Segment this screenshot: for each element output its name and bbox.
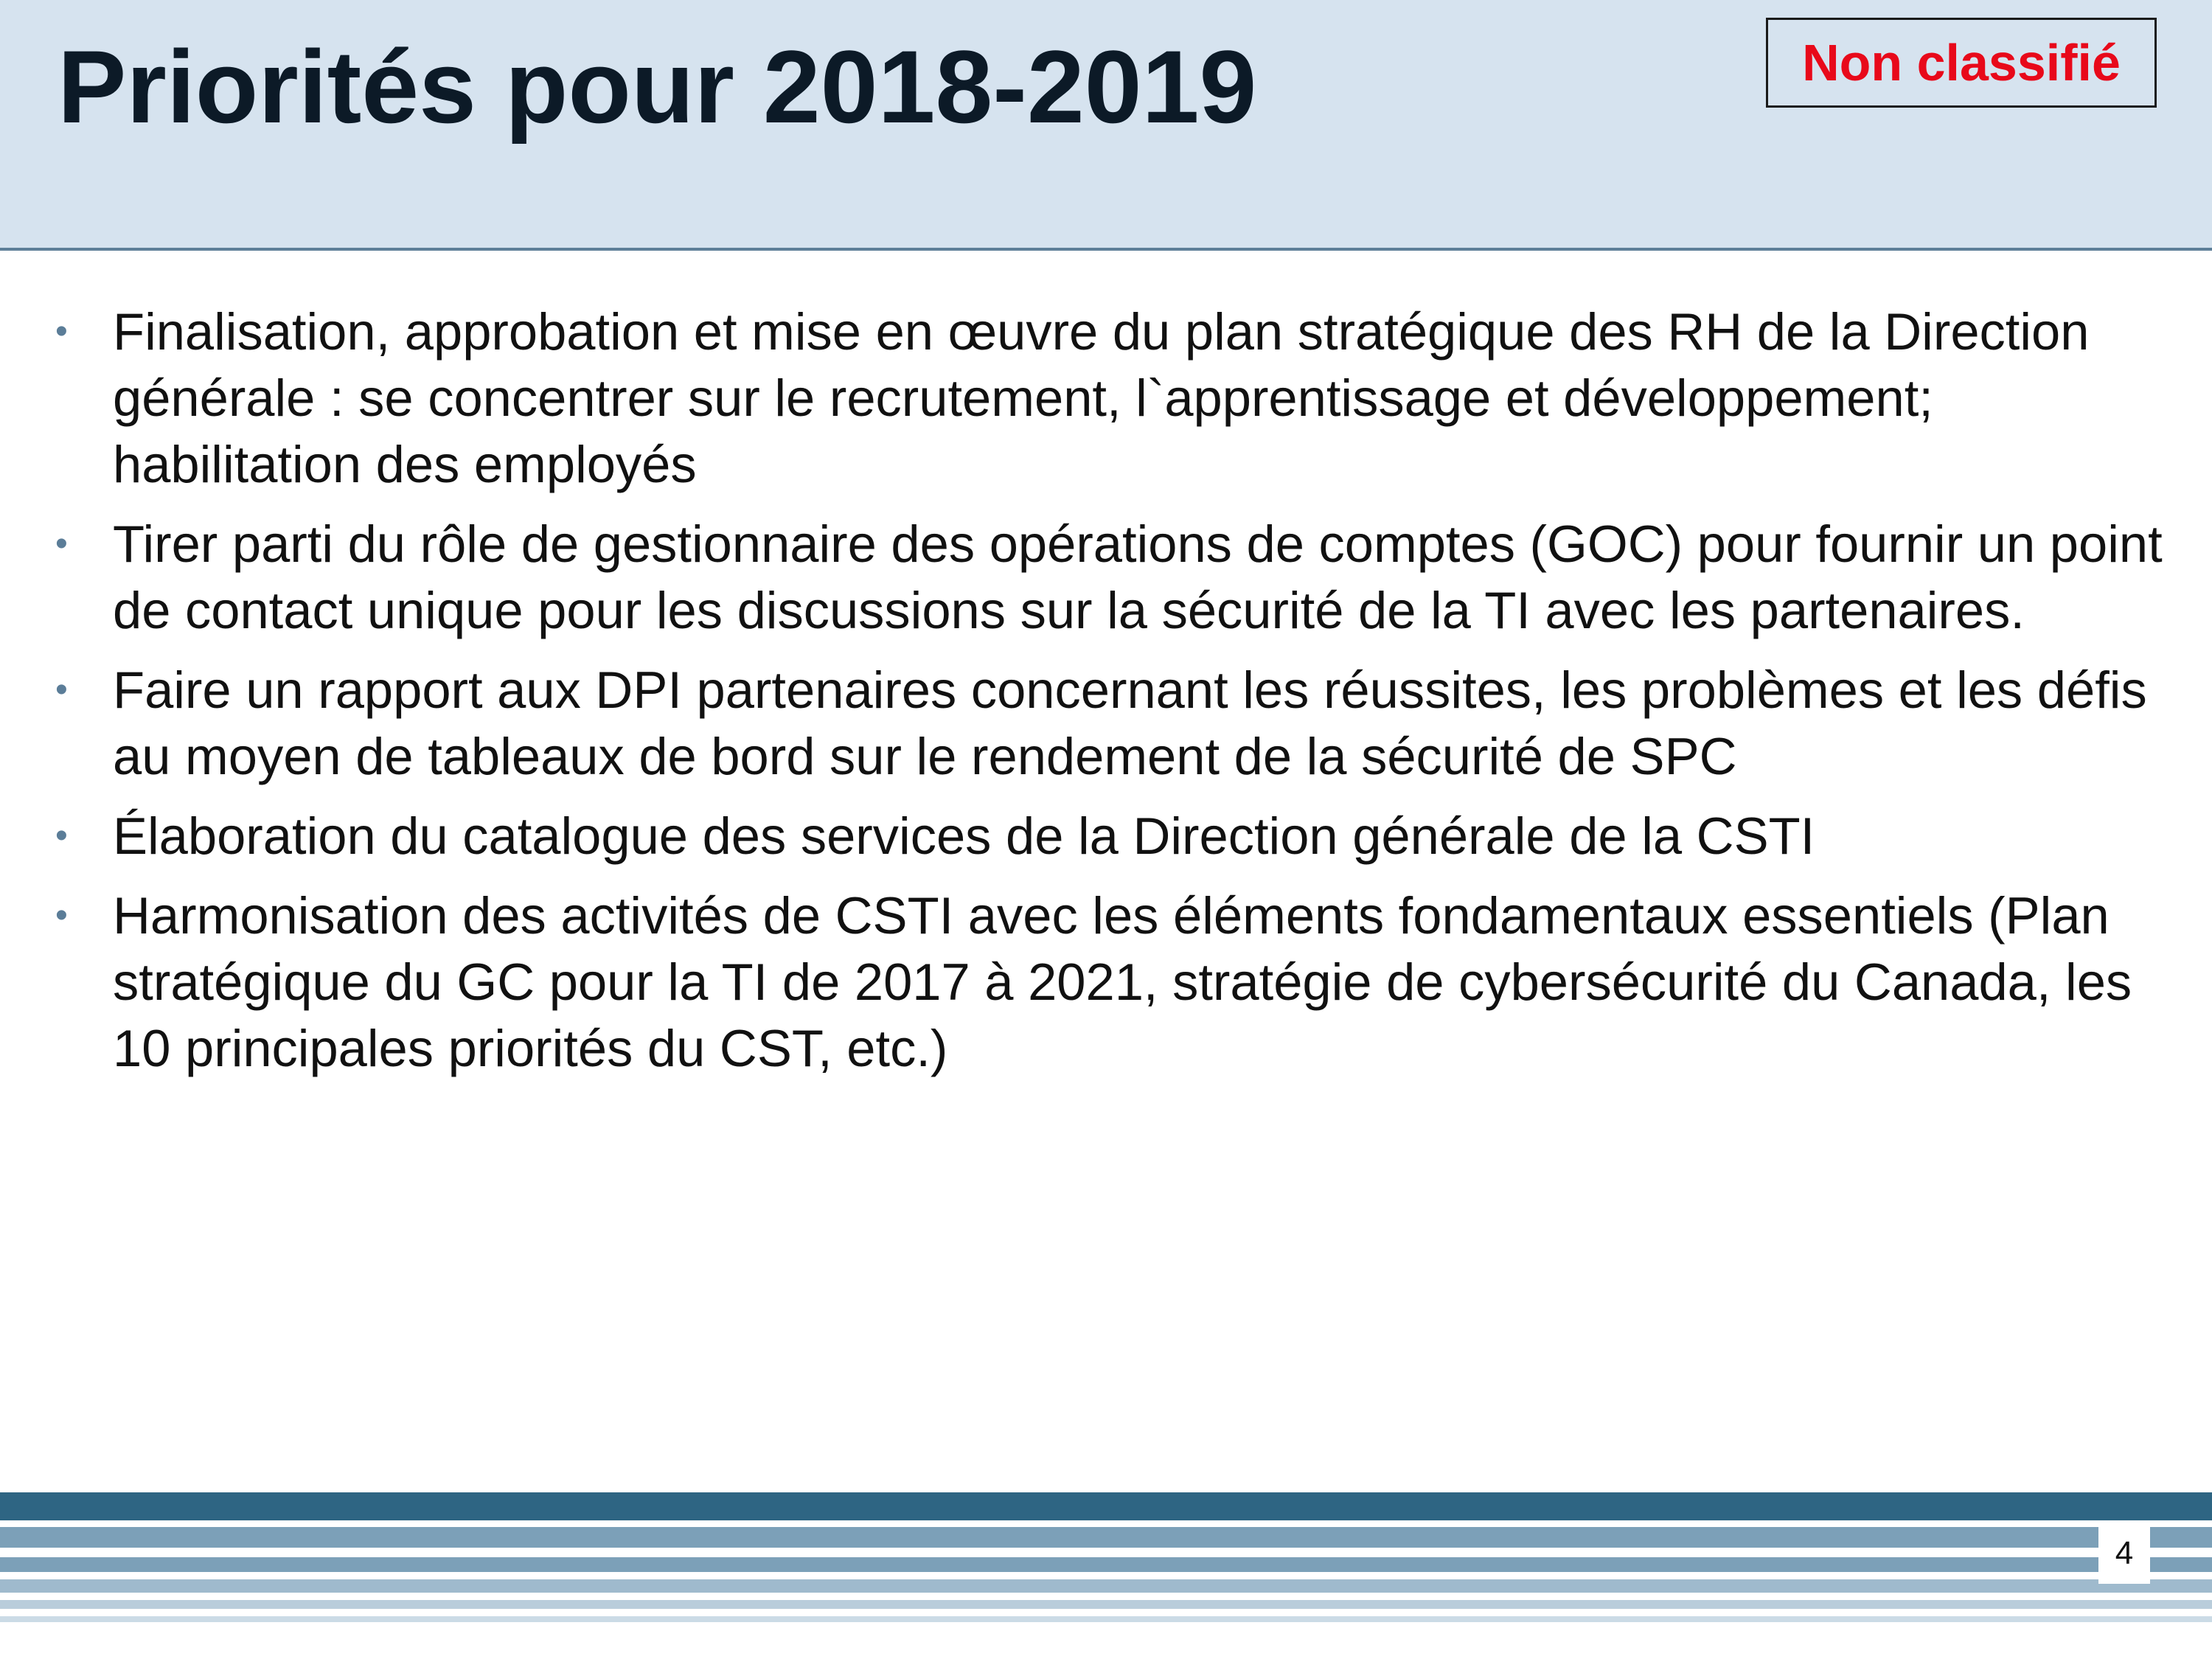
bullet-item <box>55 299 2179 498</box>
bullet-marker: • <box>55 524 68 563</box>
page-number: 4 <box>2098 1523 2150 1584</box>
footer-stripe-light <box>0 1579 2212 1593</box>
bullet-item <box>55 511 2179 644</box>
footer-stripe-mid <box>0 1527 2212 1548</box>
classification-badge: Non classifié <box>1766 18 2157 108</box>
bullet-text: Harmonisation des activités de CSTI avec les éléments fondamentaux essentiels (Plan stratégique du GC pour la TI de 2017 à 2021, stratégie de cybersécurité du Canada, les 10 principales priorités du CST, etc.) <box>113 886 2132 1077</box>
bullet-marker: • <box>55 312 68 351</box>
bullet-item <box>55 657 2179 790</box>
bullet-item <box>55 883 2179 1082</box>
footer-stripe-light <box>0 1616 2212 1622</box>
bullet-marker: • <box>55 896 68 935</box>
bullet-text: Tirer parti du rôle de gestionnaire des opérations de comptes (GOC) pour fournir un point de contact unique pour les discussions sur la sécurité de la TI avec les partenaires. <box>113 515 2163 639</box>
bullet-marker: • <box>55 816 68 855</box>
footer-stripe-dark <box>0 1492 2212 1520</box>
footer-stripes <box>0 1492 2212 1659</box>
footer-stripe-mid <box>0 1557 2212 1572</box>
footer-stripe-light <box>0 1600 2212 1609</box>
bullet-list <box>55 299 2179 1095</box>
bullet-marker: • <box>55 670 68 709</box>
bullet-text: Faire un rapport aux DPI partenaires concernant les réussites, les problèmes et les défis au moyen de tableaux de bord sur le rendement de la sécurité de SPC <box>113 661 2147 785</box>
bullet-item <box>55 803 2179 869</box>
slide-title: Priorités pour 2018-2019 <box>58 29 1257 145</box>
header-band <box>0 0 2212 251</box>
bullet-text: Élaboration du catalogue des services de la Direction générale de la CSTI <box>113 807 1815 865</box>
bullet-text: Finalisation, approbation et mise en œuvre du plan stratégique des RH de la Direction générale : se concentrer sur le recrutement, l`apprentissage et développement; habilitation des employés <box>113 302 2090 493</box>
